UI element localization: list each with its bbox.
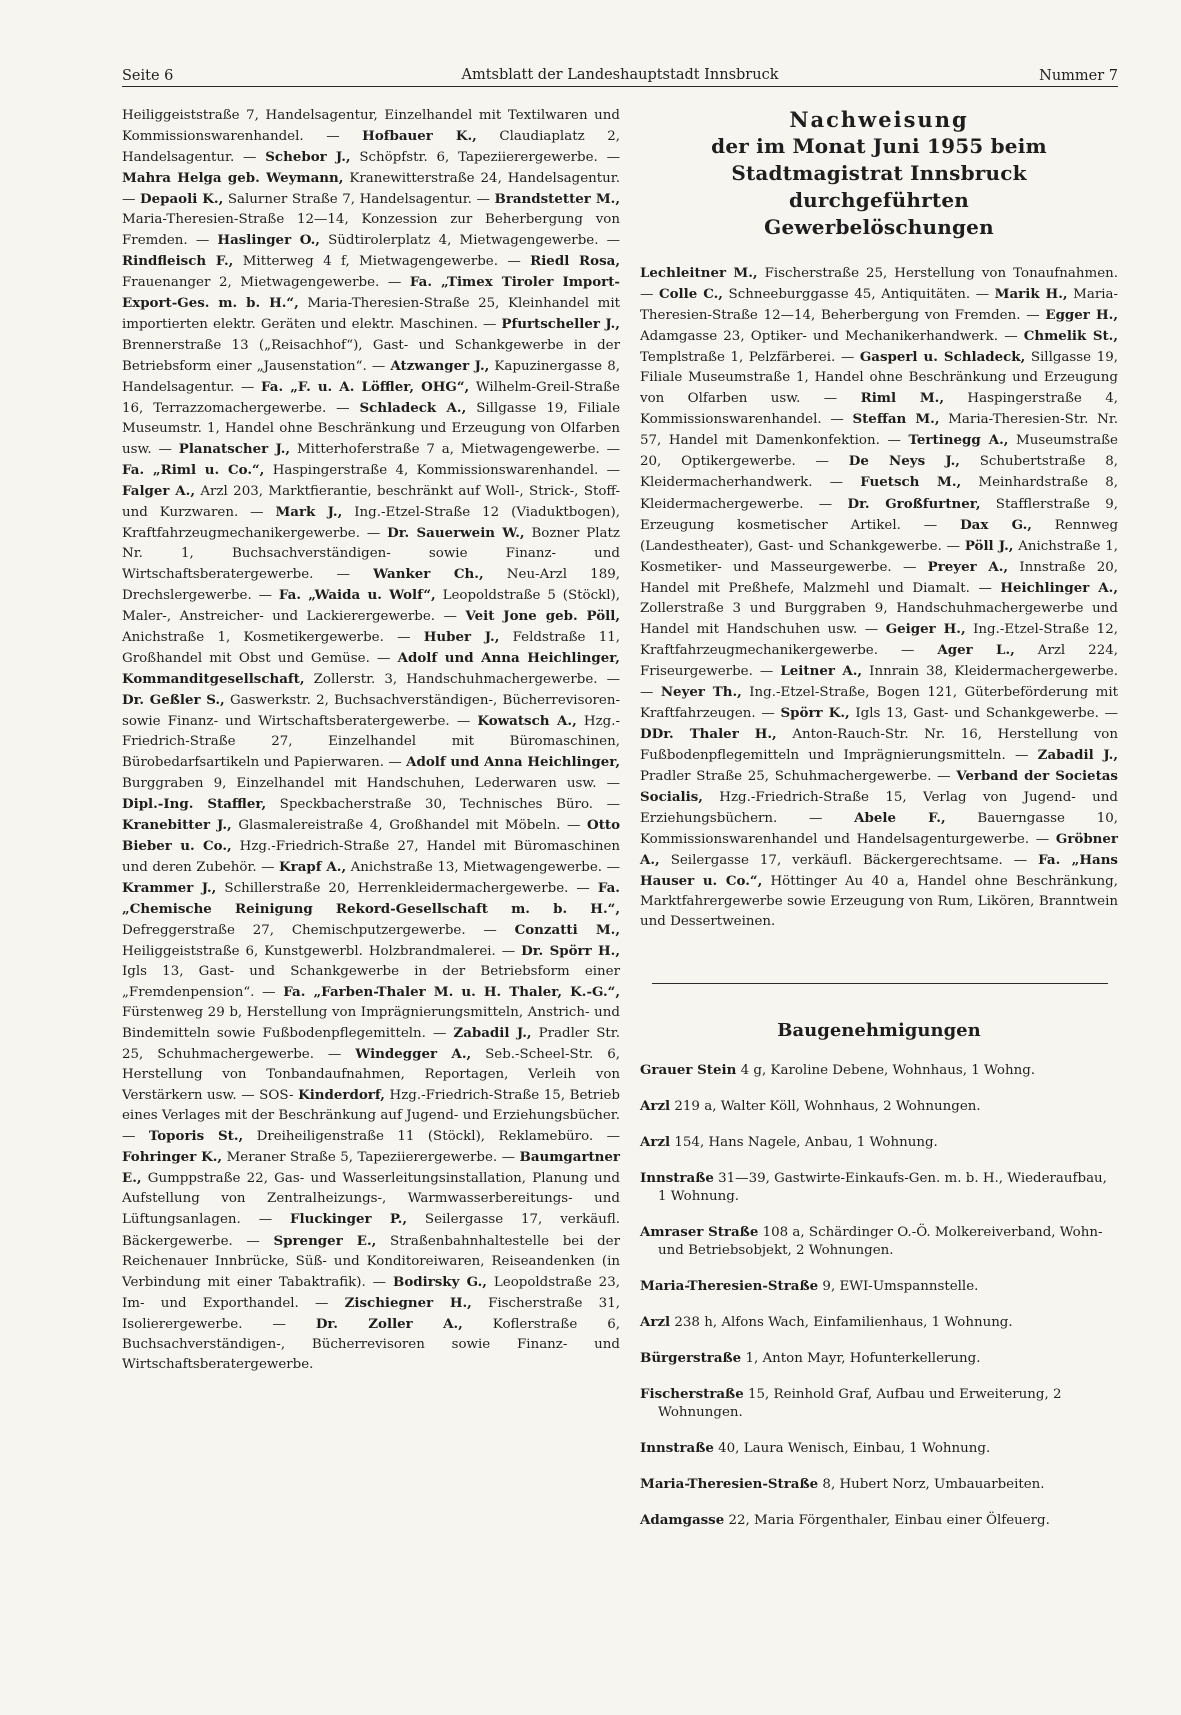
entry-name: Fa. „Chemische Reinigung Rekord-Gesellschaft m. b. H.“, [122,879,620,917]
entry-text: Haspingerstraße 4, Kommissionswarenhandel. — [640,391,1119,428]
entry-name: Planatscher J., [178,440,291,457]
entry-text: Frauenanger 2, Mietwagengewerbe. — [122,275,402,291]
entry-name: Dr. Spörr H., [521,942,620,959]
entry-text: Brennerstraße 13 („Reisachhof“), Gast- und Schankgewerbe in der Betriebsform einer „Jausenstation“. — [122,337,620,374]
entry-name: Baumgartner E., [122,1149,620,1187]
entry-text: Fischerstraße 25, Herstellung von Tonaufnahmen. — [640,266,1118,303]
entry-name: Dr. Geßler S., [122,692,225,709]
bau-location: Innstraße [640,1169,714,1186]
gewerbe-anmeldungen-text [122,106,620,1375]
entry-name: Gasperl u. Schladeck, [859,349,1026,366]
bau-details: 22, Maria Förgenthaler, Einbau einer Ölfeuerg. [724,1512,1050,1528]
bau-details: 108 a, Schärdinger O.-Ö. Molkereiverband, Wohn- und Betriebsobjekt, 2 Wohnungen. [658,1224,1103,1258]
entry-name: Neyer Th., [660,683,742,700]
entry-name: Pöll J., [964,537,1014,554]
entry-name: Windegger A., [355,1046,472,1063]
entry-name: Zabadil J., [453,1025,532,1042]
entry-text: Innstraße 20, Handel mit Preßhefe, Malzmehl und Diamalt. — [640,559,1118,596]
right-column [640,106,1118,1547]
entry-text: Anichstraße 1, Kosmetiker- und Masseurgewerbe. — [640,538,1118,575]
entry-text: Mitterweg 4 f, Mietwagengewerbe. — [242,254,521,270]
entry-name: Spörr K., [780,704,850,721]
entry-text: Maria-Theresien-Str. Nr. 57, Handel mit Damenkonfektion. — [640,412,1119,449]
entry-name: Sprenger E., [273,1232,377,1249]
entry-text: Schöpfstr. 6, Tapeziierergewerbe. — [359,150,620,166]
entry-text: Neu-Arzl 189, Drechslergewerbe. — [122,567,620,604]
entry-name: Riml M., [860,390,945,407]
entry-text: Seilergasse 17, verkäufl. Bäckergewerbe. — [122,1212,621,1249]
entry-text: Mitterhoferstraße 7 a, Mietwagengewerbe. — [296,441,621,457]
entry-text: Museumstraße 20, Optikergewerbe. — [640,433,1118,470]
entry-text: Adamgasse 23, Optiker- und Mechanikerhandwerk. — [640,329,1018,345]
nachweisung-heading [640,106,1118,241]
entry-name: Steffan M., [852,411,940,428]
entry-name: Marik H., [994,286,1068,303]
entry-text: Speckbacherstraße 30, Technisches Büro. — [279,796,620,812]
entry-name: Dr. Zoller A., [315,1315,463,1332]
entry-text: Schneeburggasse 45, Antiquitäten. — [728,287,990,303]
entry-text: Kranewitterstraße 24, Handelsagentur. — [122,171,620,208]
entry-name: Falger A., [122,482,195,499]
entry-text: Claudiaplatz 2, Handelsagentur. — [122,129,620,166]
bau-location: Adamgasse [640,1511,725,1528]
entry-text: Heiliggeiststraße 6, Kunstgewerbl. Holzbrandmalerei. — [122,943,516,959]
entry-text: Anton-Rauch-Str. Nr. 16, Herstellung von Fußbodenpflegemitteln und Imprägnierungsmitteln. — [640,727,1118,764]
baugenehmigungen-list [640,1061,1118,1530]
bau-location: Bürgerstraße [640,1349,742,1366]
entry-text: Fürstenweg 29 b, Herstellung von Imprägnierungsmitteln, Anstrich- und Bindemitteln sowie Fußbodenpflegemitteln. — [122,1005,620,1042]
bau-details: 31—39, Gastwirte-Einkaufs-Gen. m. b. H., Wiederaufbau, 1 Wohnung. [658,1170,1107,1204]
baugenehmigung-item [640,1223,1118,1260]
entry-text: Meinhardstraße 8, Kleidermachergewerbe. — [640,475,1118,512]
entry-name: Schladeck A., [359,399,467,416]
entry-text: Arzl 203, Marktfierantie, beschränkt auf Woll-, Strick-, Stoff- und Kurzwaren. — [122,483,620,520]
entry-text: Hzg.-Friedrich-Straße 15, Betrieb eines Verlages mit der Beschränkung auf Jugend- und Erziehungsbücher. — [122,1088,620,1145]
baugenehmigung-item [640,1439,1118,1458]
entry-name: Colle C., [658,286,723,303]
entry-name: Mark J., [275,503,343,520]
page-header [122,60,1118,87]
entry-text: Haspingerstraße 4, Kommissionswarenhandel. — [272,462,620,478]
entry-text: Maria-Theresien-Straße 12—14, Konzession zur Beherbergung von Fremden. — [122,212,620,249]
entry-text: Anichstraße 13, Mietwagengewerbe. — [350,859,620,875]
entry-name: Verband der Societas Socialis, [640,768,1118,806]
entry-name: Dr. Großfurtner, [847,495,981,512]
entry-name: Conzatti M., [514,921,621,938]
baugenehmigung-item [640,1061,1118,1080]
issue-number: Nummer 7 [1039,68,1118,84]
nachweisung-title-line1: Nachweisung [789,107,969,132]
entry-name: Fohringer K., [122,1149,223,1166]
entry-text: Anichstraße 1, Kosmetikergewerbe. — [122,630,411,646]
entry-text: Koflerstraße 6, Buchsachverständigen-, Bücherrevisoren sowie Finanz- und Wirtschaftsberatergewerbe. [122,1316,621,1372]
entry-text: Hzg.-Friedrich-Straße 15, Verlag von Jugend- und Erziehungsbüchern. — [640,790,1118,827]
entry-name: Fa. „Waida u. Wolf“, [278,587,436,604]
entry-name: Ager L., [937,641,1015,658]
entry-text: Bauerngasse 10, Kommissionswarenhandel und Handelsagenturgewerbe. — [640,811,1118,848]
bau-location: Innstraße [640,1439,714,1456]
entry-text: Hzg.-Friedrich-Straße 27, Einzelhandel mit Büromaschinen, Bürobedarfsartikeln und Papierwaren. — [122,714,620,771]
entry-name: Brandstetter M., [494,191,620,208]
entry-name: Hofbauer K., [362,128,477,145]
entry-name: DDr. Thaler H., [640,726,777,743]
entry-name: Fa. „F. u. A. Löffler, OHG“, [261,378,470,395]
page-number: Seite 6 [122,68,174,84]
baugenehmigungen-heading: Baugenehmigungen [777,1019,981,1041]
entry-name: Tertinegg A., [908,432,1009,449]
bau-details: 154, Hans Nagele, Anbau, 1 Wohnung. [670,1134,938,1150]
entry-text: Pradler Straße 25, Schuhmachergewerbe. — [640,769,951,785]
entry-name: Dax G., [960,516,1032,533]
baugenehmigung-item [640,1385,1118,1422]
entry-text: Wilhelm-Greil-Straße 16, Terrazzomachergewerbe. — [122,379,620,416]
entry-text: Ing.-Etzel-Straße 12, Kraftfahrzeugmechanikergewerbe. — [640,621,1118,658]
entry-text: Maria-Theresien-Straße 25, Kleinhandel mit importierten elektr. Geräten und elektr. Maschinen. — [122,296,620,333]
entry-text: Rennweg (Landestheater), Gast- und Schankgewerbe. — [640,517,1119,554]
entry-name: Riedl Rosa, [530,253,620,270]
entry-name: Gröbner A., [640,831,1118,869]
entry-text: Südtirolerplatz 4, Mietwagengewerbe. — [328,233,620,249]
bau-location: Maria-Theresien-Straße [640,1277,819,1294]
bau-details: 1, Anton Mayr, Hofunterkellerung. [741,1350,981,1366]
bau-location: Arzl [640,1133,671,1150]
entry-text: Dreiheiligenstraße 11 (Stöckl), Reklamebüro. — [256,1129,620,1145]
entry-text: Igls 13, Gast- und Schankgewerbe in der Betriebsform einer „Fremdenpension“. — [122,963,620,1000]
entry-text: Gumppstraße 22, Gas- und Wasserleitungsinstallation, Planung und Aufstellung von Zentralheizungs-, Warmwasserbereitungs- und Lüftungsanlagen. — [122,1171,621,1228]
entry-name: Krammer J., [122,879,217,896]
entry-name: Zabadil J., [1037,747,1118,764]
bau-details: 8, Hubert Norz, Umbauarbeiten. [818,1476,1045,1492]
bau-location: Grauer Stein [640,1061,737,1078]
bau-details: 219 a, Walter Köll, Wohnhaus, 2 Wohnungen. [670,1098,981,1114]
entry-text: Zollerstraße 3 und Burggraben 9, Handschuhmachergewerbe und Handel mit Handschuhen usw. — [640,600,1118,637]
entry-name: De Neys J., [848,453,960,470]
entry-text: Seb.-Scheel-Str. 6, Herstellung von Tonbandaufnahmen, Reportagen, Verleih von Verstärkern usw. — SOS- [122,1047,620,1104]
entry-text: Gaswerkstr. 2, Buchsachverständigen-, Bücherrevisoren- sowie Finanz- und Wirtschaftsberatergewerbe. — [122,693,620,730]
entry-name: Kinderdorf, [298,1087,385,1104]
entry-name: Krapf A., [279,858,347,875]
entry-text: Arzl 224, Friseurgewerbe. — [640,642,1118,679]
nachweisung-title-line4: Gewerbelöschungen [764,215,994,239]
entry-name: Preyer A., [927,558,1009,575]
entry-text: Innrain 38, Kleidermachergewerbe. — [640,663,1118,700]
entry-text: Leopoldstraße 23, Im- und Exporthandel. — [122,1274,620,1311]
baugenehmigung-item [640,1475,1118,1494]
bau-location: Amraser Straße [640,1223,759,1240]
bau-location: Maria-Theresien-Straße [640,1475,819,1492]
entry-text: Defreggerstraße 27, Chemischputzergewerbe. — [122,922,497,938]
entry-name: Kowatsch A., [477,713,577,730]
bau-details: 15, Reinhold Graf, Aufbau und Erweiterung, 2 Wohnungen. [658,1386,1062,1420]
entry-text: Ing.-Etzel-Straße 12 (Viaduktbogen), Kraftfahrzeugmechanikergewerbe. — [122,504,620,541]
entry-name: Fuetsch M., [860,474,962,491]
entry-text: Zollerstr. 3, Handschuhmachergewerbe. — [313,672,620,688]
entry-name: Bodirsky G., [393,1273,487,1290]
bau-details: 9, EWI-Umspannstelle. [818,1278,979,1294]
entry-text: Höttinger Au 40 a, Handel ohne Beschränkung, Marktfahrergewerbe sowie Erzeugung von Rum, Likören, Branntwein und Dessertweinen. [640,874,1118,930]
entry-text: Salurner Straße 7, Handelsagentur. — [227,192,490,208]
entry-name: Wanker Ch., [373,566,484,583]
bau-location: Fischerstraße [640,1385,744,1402]
entry-name: Otto Bieber u. Co., [122,816,620,854]
baugenehmigung-item [640,1511,1118,1530]
baugenehmigung-item [640,1169,1118,1206]
entry-text: Pradler Str. 25, Schuhmachergewerbe. — [122,1026,620,1063]
entry-text: Seilergasse 17, verkäufl. Bäckergerechtsame. — [670,853,1028,869]
entry-name: Fluckinger P., [290,1211,407,1228]
entry-name: Adolf und Anna Heichlinger, [406,754,621,771]
entry-text: Hzg.-Friedrich-Straße 27, Handel mit Büromaschinen und deren Zubehör. — [122,838,620,875]
entry-name: Dipl.-Ing. Staffler, [122,795,267,812]
entry-text: Straßenbahnhaltestelle bei der Reichenauer Innbrücke, Süß- und Konditoreiwaren, Reiseandenken (in Verbindung mit einer Tabaktrafik). — [122,1233,621,1290]
gewerbeloeschungen-text [640,263,1118,933]
entry-name: Schebor J., [265,149,351,166]
entry-text: Igls 13, Gast- und Schankgewerbe. — [855,705,1118,721]
entry-name: Kranebitter J., [122,816,232,833]
baugenehmigung-item [640,1313,1118,1332]
bau-location: Arzl [640,1097,671,1114]
entry-text: Fischerstraße 31, Isolierergewerbe. — [122,1295,620,1332]
entry-text: Sillgasse 19, Filiale Museumstr. 1, Handel ohne Beschränkung und Erzeugung von Olfarben usw. — [122,400,620,457]
entry-text: Ing.-Etzel-Straße, Bogen 121, Güterbeförderung mit Kraftfahrzeugen. — [640,684,1118,721]
entry-name: Atzwanger J., [390,357,490,374]
entry-text: Glasmalereistraße 4, Großhandel mit Möbeln. — [238,817,581,833]
entry-name: Abele F., [854,810,946,827]
entry-name: Dr. Sauerwein W., [387,524,525,541]
entry-text: Sillgasse 19, Filiale Museumstraße 1, Handel ohne Beschränkung und Erzeugung von Olfarben usw. — [640,350,1118,407]
entry-name: Zischiegner H., [344,1294,472,1311]
entry-name: Geiger H., [885,620,966,637]
entry-name: Chmelik St., [1023,328,1118,345]
entry-text: Stafflerstraße 9, Erzeugung kosmetischer Artikel. — [640,496,1118,533]
left-column [122,106,620,1375]
bau-location: Arzl [640,1313,671,1330]
entry-text: Templstraße 1, Pelzfärberei. — [640,350,855,366]
entry-text: Bozner Platz Nr. 1, Buchsachverständigen- sowie Finanz- und Wirtschaftsberatergewerbe. — [122,525,620,583]
entry-name: Heichlinger A., [1000,579,1118,596]
gazette-title: Amtsblatt der Landeshauptstadt Innsbruck [461,67,779,83]
entry-text: Schillerstraße 20, Herrenkleidermachergewerbe. — [224,880,590,896]
entry-name: Fa. „Riml u. Co.“, [122,461,265,478]
baugenehmigung-item [640,1277,1118,1296]
section-divider [652,983,1108,984]
entry-text: Feldstraße 11, Großhandel mit Obst und Gemüse. — [122,630,621,667]
entry-name: Lechleitner M., [640,265,758,281]
entry-name: Huber J., [423,629,500,646]
entry-text: Schubertstraße 8, Kleidermacherhandwerk. — [640,454,1118,491]
entry-name: Haslinger O., [217,232,320,249]
entry-name: Leitner A., [780,662,863,679]
gewerbeloeschungen-section [640,263,1118,933]
entry-name: Fa. „Timex Tiroler Import-Export-Ges. m. b. H.“, [122,274,620,312]
nachweisung-title-line3: Stadtmagistrat Innsbruck durchgeführten [731,161,1027,212]
entry-name: Pfurtscheller J., [501,316,620,333]
bau-details: 238 h, Alfons Wach, Einfamilienhaus, 1 Wohnung. [670,1314,1013,1330]
entry-text: Leopoldstraße 5 (Stöckl), Maler-, Anstreicher- und Lackierergewerbe. — [122,588,620,625]
entry-text: Kapuzinergasse 8, Handelsagentur. — [122,358,620,395]
bau-details: 4 g, Karoline Debene, Wohnhaus, 1 Wohng. [736,1062,1036,1078]
entry-name: Toporis St., [148,1128,244,1145]
entry-text: Heiliggeiststraße 7, Handelsagentur, Einzelhandel mit Textilwaren und Kommissionswarenhandel. — [122,108,620,145]
entry-name: Fa. „Farben-Thaler M. u. H. Thaler, K.-G.“, [283,983,620,1000]
entry-name: Rindfleisch F., [122,253,234,270]
entry-text: Meraner Straße 5, Tapeziierergewerbe. — [226,1150,516,1166]
entry-name: Veit Jone geb. Pöll, [465,608,621,625]
entry-name: Adolf und Anna Heichlinger, Kommanditgesellschaft, [122,650,620,688]
entry-name: Egger H., [1045,307,1118,324]
entry-name: Depaoli K., [140,191,224,208]
bau-details: 40, Laura Wenisch, Einbau, 1 Wohnung. [713,1440,991,1456]
entry-text: Burggraben 9, Einzelhandel mit Handschuhen, Lederwaren usw. — [122,775,620,791]
entry-text: Maria-Theresien-Straße 12—14, Beherbergung von Fremden. — [640,287,1119,324]
baugenehmigung-item [640,1349,1118,1368]
entry-name: Mahra Helga geb. Weymann, [122,170,344,187]
entry-name: Fa. „Hans Hauser u. Co.“, [640,852,1118,890]
baugenehmigung-item [640,1133,1118,1152]
baugenehmigung-item [640,1097,1118,1116]
nachweisung-title-line2: der im Monat Juni 1955 beim [711,134,1047,158]
